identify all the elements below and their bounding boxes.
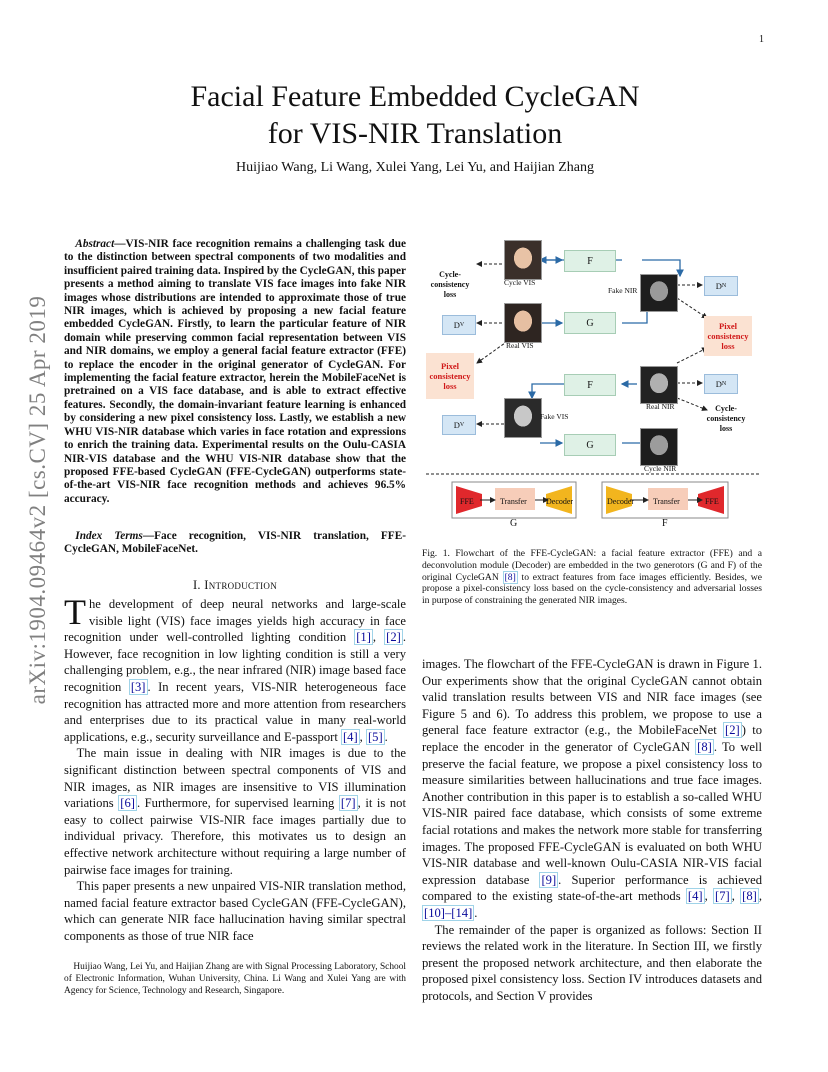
fake-vis-face-image: [504, 398, 542, 438]
caption-text: Fig. 1. Flowchart of the FFE-CycleGAN: a facial feature extractor (FFE) and a deconvolution module (Decoder) are embedded in the two generotors (G and F) of the original CycleGAN: [422, 548, 762, 583]
dn-label: D: [715, 379, 722, 389]
dv-label: D: [453, 420, 460, 430]
citation-link[interactable]: [5]: [367, 729, 383, 744]
intro-text: . Furthermore, for supervised learning: [136, 796, 339, 811]
cycle-consistency-loss-top: Cycle- consistency loss: [430, 270, 470, 299]
citation-link[interactable]: [4]: [342, 729, 358, 744]
discriminator-dn-top: [704, 276, 738, 296]
cycle-nir-label: Cycle NIR: [644, 464, 677, 473]
generator-f-mid: F: [564, 374, 616, 396]
citation-link[interactable]: [7]: [340, 796, 356, 811]
discriminator-dn-mid: [704, 374, 738, 394]
intro-text: . In recent years, VIS-NIR heterogeneous face recognition has attracted more and more attention from researchers and enterprises due to its practical value in many real-world applications, e.g., security surveillance and E-passport: [64, 679, 406, 744]
intro-text: , it is not easy to collect pairwise VIS-NIR face images partially due to individual privacy. Therefore, this motivates us to design an effective network architecture without requiring a large number of pairwise face images for training.: [64, 796, 406, 877]
citation-link[interactable]: [3]: [130, 679, 146, 694]
separator: ,: [359, 729, 366, 744]
introduction-text: [64, 592, 406, 944]
citation-link[interactable]: [6]: [120, 796, 135, 811]
intro-text: .: [384, 729, 388, 744]
section-heading: I. Introduction: [192, 578, 278, 592]
dn-label: D: [715, 281, 722, 291]
generator-g-bottom: G: [564, 434, 616, 456]
cycle-vis-label: Cycle VIS: [504, 278, 536, 287]
index-terms-label: Index Terms: [75, 530, 143, 542]
dv-label: D: [453, 320, 460, 330]
body-text: . To well preserve the facial feature, we propose a pixel consistency loss to measure similarities between hallucinations and true face images. Another contribution in this paper is to establish a so-called WHU VIS-NIR paired face database, which consists of some extreme facial rotations and makes the network more stable for transferring images. The proposed FFE-CycleGAN is evaluated on both WHU VIS-NIR database and well-known Oulu-CASIA NIR-VIS facial expression database: [422, 739, 762, 887]
citation-link[interactable]: [7]: [715, 889, 730, 904]
gen-g-transfer-label: Transfer: [500, 497, 527, 506]
intro-text: . However, face recognition in low lighting condition is still a very challenging problem, e.g., the near infrared (NIR) image based face recognition: [64, 630, 406, 694]
abstract-text: —VIS-NIR face recognition remains a challenging task due to the distinction between spectral components of two modalities and insufficient paired training data. Inspired by the CycleGAN, this paper presents a method aiming to translate VIS face images into fake NIR images whose distributions are intended to approximate those of true NIR images, which is achieved by proposing a new facial feature embedded CycleGAN. Firstly, to learn the particular feature of NIR domain while preserving common facial representation between VIS and NIR domains, we employ a general facial feature extractor (FFE) to replace the encoder in the original generator of CycleGAN. For implementing the facial feature extractor, herein the MobileFaceNet is pretrained on a VIS face database, and is able to extract effective features. Secondly, the domain-invariant feature learning is enhanced by considering a new pixel consistency loss. Lastly, we establish a new WHU VIS-NIR database which varies in face rotation and expressions to enrich the training data. Experimental results on the Oulu-CASIA NIR-VIS database and the WHU VIS-NIR database show that the proposed FFE-based CycleGAN (FFE-CycleGAN) outperforms state-of-the-art VIS-NIR face recognition methods and achieves 96.5% accuracy.: [64, 238, 406, 505]
abstract: [64, 238, 406, 506]
drop-cap: T: [64, 592, 86, 632]
citation-link[interactable]: [2]: [386, 630, 401, 645]
citation-link[interactable]: [9]: [541, 872, 557, 887]
body-text: images. The flowchart of the FFE-CycleGAN is drawn in Figure 1. Our experiments show that the original CycleGAN cannot obtain valid translation results between VIS and NIR face images (see Figure 5 and 6). To address this problem, we propose to use a general face feature extractor (e.g., the MobileFaceNet: [422, 657, 762, 738]
fake-nir-face-image: [640, 274, 678, 312]
discriminator-dv-bottom: [442, 415, 476, 435]
dn-subscript: N: [721, 381, 727, 387]
pixel-consistency-loss-right: Pixel consistency loss: [704, 316, 752, 356]
author-footnote: Huijiao Wang, Lei Yu, and Haijian Zhang are with Signal Processing Laboratory, School of Electronic Information, Wuhan University, China. Li Wang and Xulei Yang are with Agency for Science, Technology and Research, Singapore.: [64, 962, 406, 996]
gen-f-ffe-label: FFE: [705, 497, 719, 506]
dn-subscript: N: [721, 283, 727, 289]
title-line-1: Facial Feature Embedded CycleGAN: [190, 80, 640, 113]
citation-link[interactable]: [10]–[14]: [424, 905, 473, 920]
body-text-right: [422, 656, 762, 1004]
body-text: .: [474, 905, 478, 920]
citation-link[interactable]: [4]: [687, 889, 703, 904]
real-vis-face-image: [504, 303, 542, 343]
separator: ,: [731, 889, 741, 904]
intro-paragraph-2: [64, 745, 406, 878]
intro-paragraph-1: [64, 592, 406, 745]
separator: ,: [758, 889, 762, 904]
right-paragraph-2: The remainder of the paper is organized as follows: Section II reviews the related work in the literature. In Section III, we firstly present the proposed network architecture, and then elaborate the proposed pixel consistency loss. Section IV introduces datasets and protocols, and Section V provides: [422, 922, 762, 1003]
gen-f-name: F: [662, 518, 668, 529]
dv-subscript: V: [459, 422, 465, 428]
right-paragraph-1: [422, 656, 762, 922]
fake-vis-label: Fake VIS: [540, 412, 569, 421]
body-text: . Superior performance is achieved compared to the existing state-of-the-art methods: [422, 872, 762, 904]
citation-link[interactable]: [8]: [697, 739, 712, 754]
citation-link[interactable]: [8]: [504, 571, 516, 583]
dv-subscript: V: [459, 322, 465, 328]
cycle-consistency-loss-right: Cycle- consistency loss: [706, 404, 746, 433]
cycle-nir-face-image: [640, 428, 678, 466]
abstract-label: Abstract: [75, 238, 115, 250]
real-nir-label: Real NIR: [646, 402, 675, 411]
fake-nir-label: Fake NIR: [608, 286, 638, 295]
separator: ,: [372, 630, 385, 645]
figure-1-flowchart: [422, 238, 762, 538]
pixel-consistency-loss-left: Pixel consistency loss: [426, 353, 474, 399]
discriminator-dv-top: [442, 315, 476, 335]
gen-g-ffe-label: FFE: [460, 497, 474, 506]
cycle-vis-face-image: [504, 240, 542, 280]
caption-text: to extract features from face images efficiently. Besides, we propose a pixel-consistency loss based on the cycle-consistency and adversarial losses in purpose of constraining the generated NIR images.: [422, 571, 762, 607]
page-number: 1: [759, 34, 764, 45]
citation-link[interactable]: [8]: [742, 889, 757, 904]
generator-f-top: F: [564, 250, 616, 272]
intro-text: he development of deep neural networks and large-scale visible light (VIS) face images yields high accuracy in face recognition under well-controlled lighting condition: [64, 597, 406, 645]
citation-link[interactable]: [1]: [356, 630, 371, 645]
arxiv-identifier: arXiv:1904.09464v2 [cs.CV] 25 Apr 2019: [25, 295, 50, 705]
figure-caption: [422, 548, 762, 607]
body-text: ) to replace the encoder in the generator of CycleGAN: [422, 723, 763, 754]
real-vis-label: Real VIS: [506, 341, 534, 350]
author-list: Huijiao Wang, Li Wang, Xulei Yang, Lei Yu, and Haijian Zhang: [236, 160, 594, 175]
gen-g-decoder-label: Decoder: [546, 497, 574, 506]
gen-f-decoder-label: Decoder: [607, 497, 635, 506]
intro-paragraph-3: This paper presents a new unpaired VIS-NIR translation method, named facial feature extractor based CycleGAN (FFE-CycleGAN), which can generate NIR face hallucination having similar spectral components as those of true NIR face: [64, 879, 406, 943]
title-line-2: for VIS-NIR Translation: [267, 117, 563, 150]
index-terms-text: —Face recognition, VIS-NIR translation, FFE-CycleGAN, MobileFaceNet.: [64, 530, 406, 556]
gen-f-transfer-label: Transfer: [653, 497, 680, 506]
citation-link[interactable]: [2]: [725, 723, 740, 738]
gen-g-name: G: [510, 518, 518, 529]
real-nir-face-image: [640, 366, 678, 404]
index-terms: [64, 530, 406, 557]
intro-text: The main issue in dealing with NIR images is due to the significant distinction between spectral components of VIS and NIR images, as NIR images are insensitive to VIS illumination variations: [64, 746, 406, 811]
separator: ,: [704, 889, 714, 904]
generator-g-mid: G: [564, 312, 616, 334]
